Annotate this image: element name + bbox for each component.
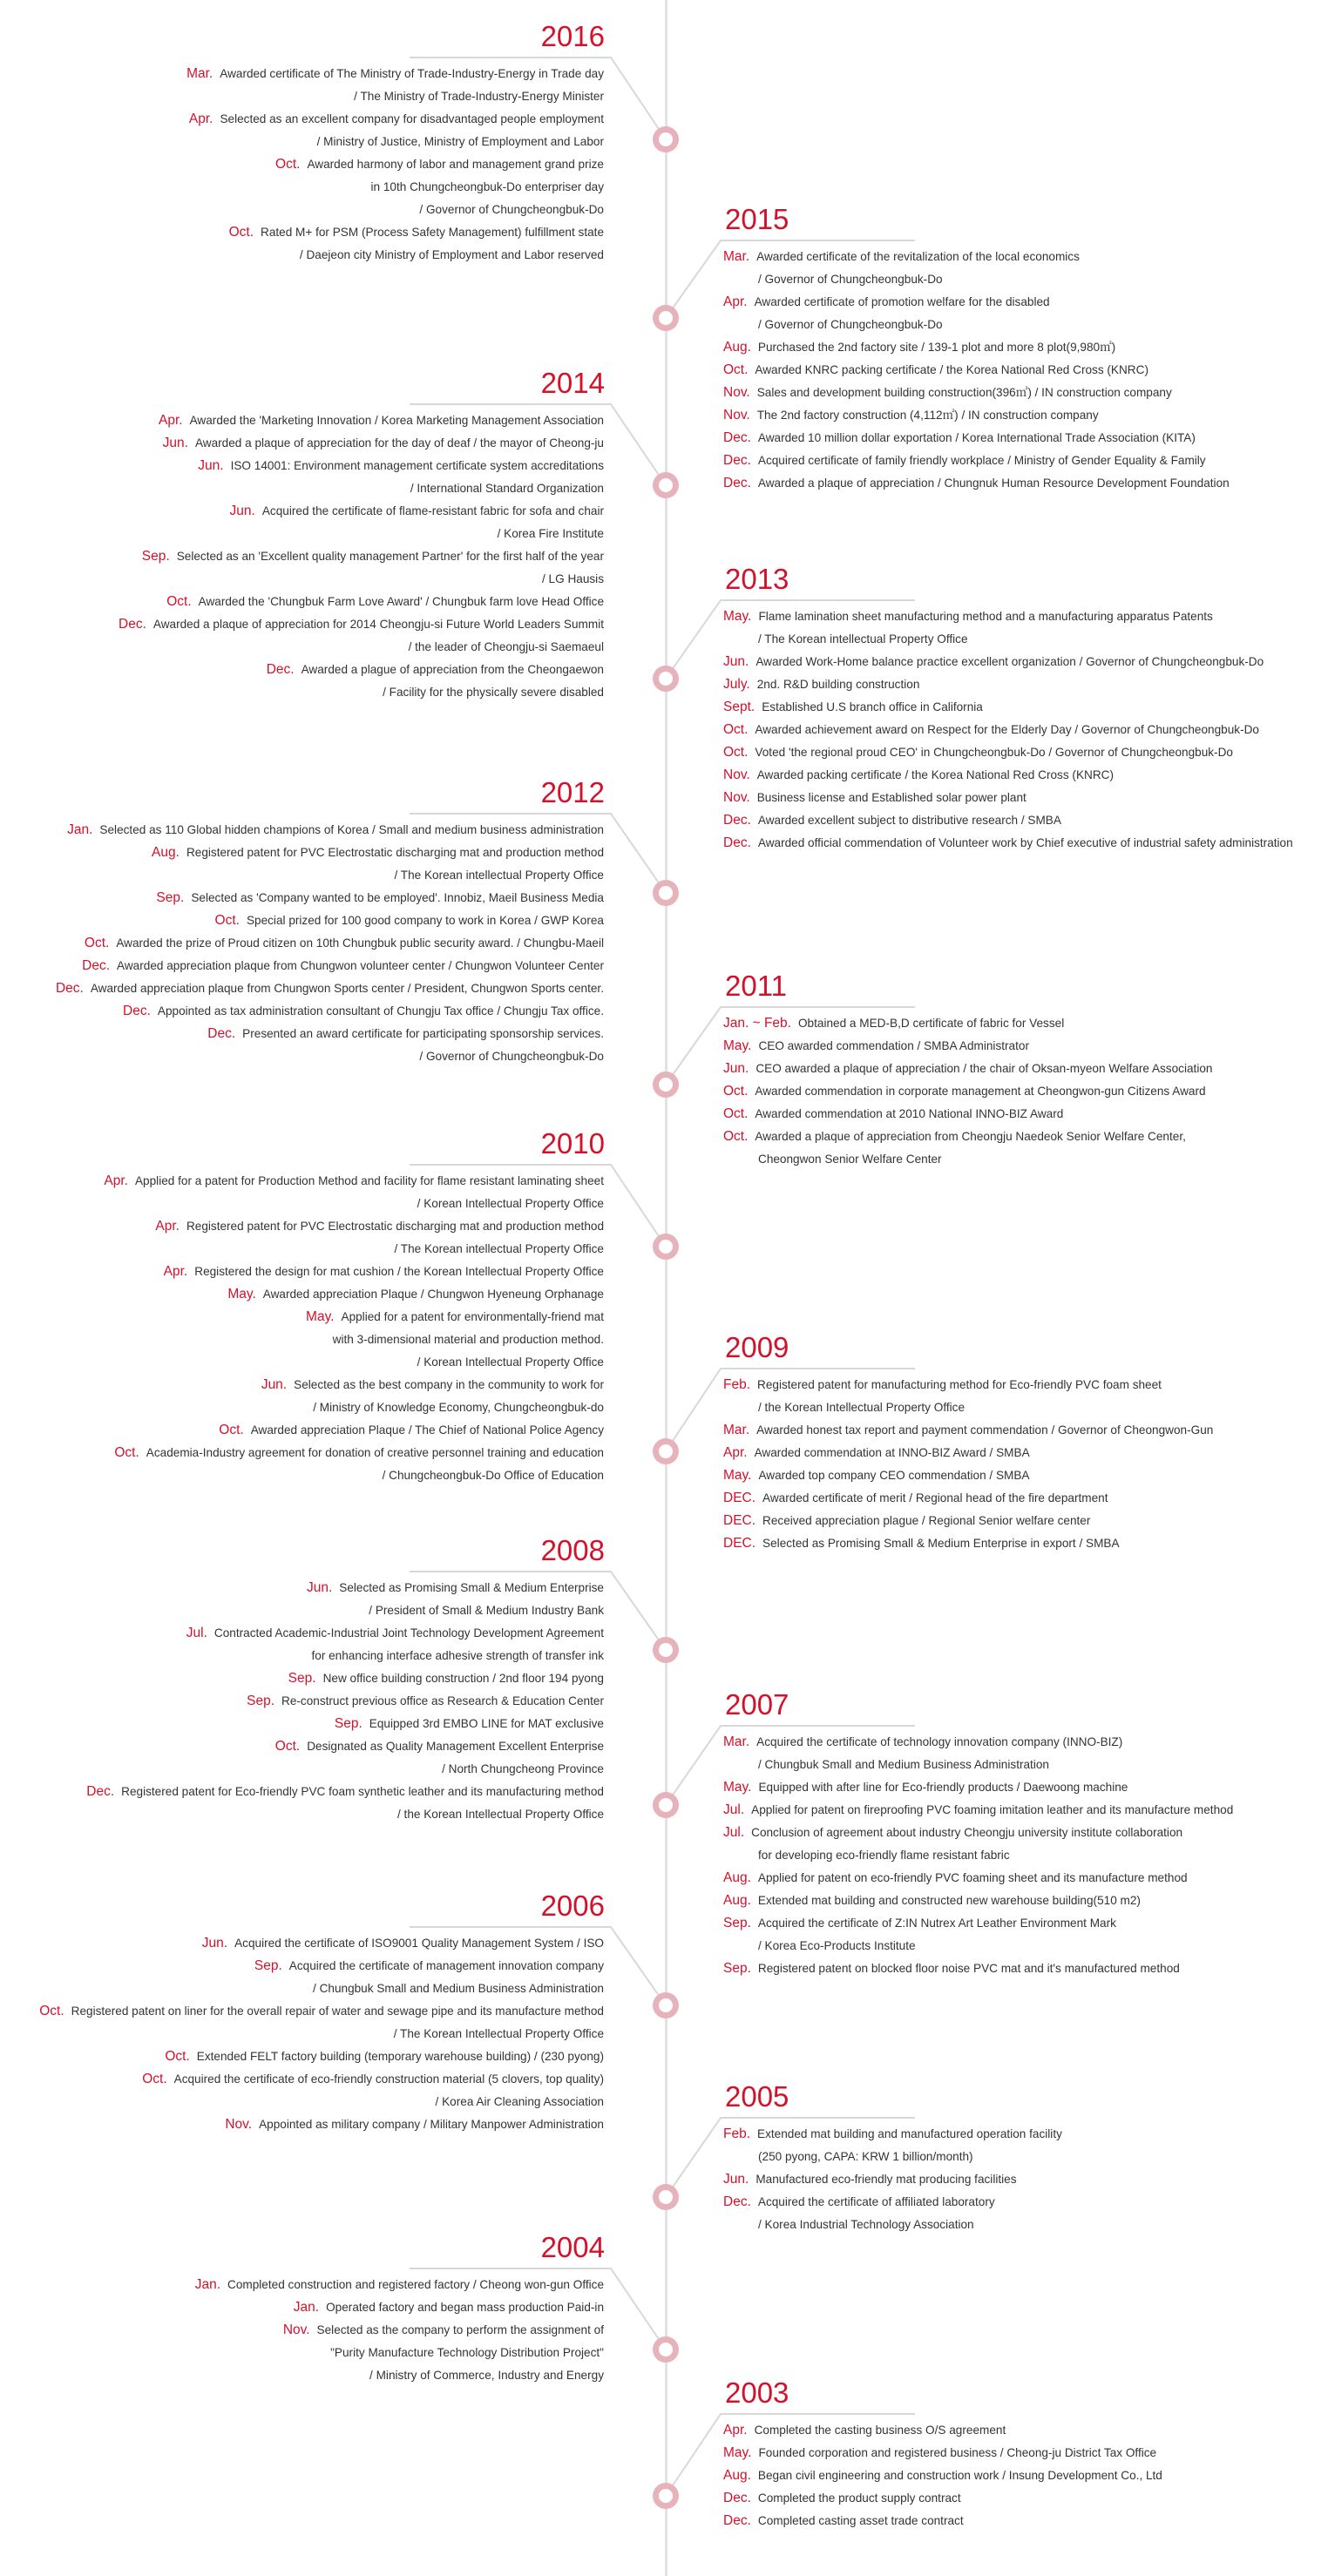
entry-text: Registered patent for PVC Electrostatic discharging mat and production method (186, 1220, 604, 1233)
entry-month: Sep. (288, 1671, 316, 1686)
entry-text: / Ministry of Knowledge Economy, Chungcheongbuk-do (313, 1401, 604, 1414)
entry-text: Re-construct previous office as Research & Education Center (281, 1694, 604, 1707)
entry-month: Sep. (723, 1916, 751, 1930)
entry-month: Jun. (723, 654, 749, 669)
year-heading: 2009 (725, 1331, 789, 1363)
entry-month: Oct. (275, 157, 301, 172)
entry-text: Contracted Academic-Industrial Joint Technology Development Agreement (213, 1626, 604, 1640)
entry-text: Awarded packing certificate / the Korea National Red Cross (KNRC) (756, 768, 1114, 781)
entry-text: Extended mat building and constructed new warehouse building(510 m2) (757, 1894, 1141, 1907)
entry-month: Apr. (104, 1173, 128, 1188)
entry-month: Sep. (156, 890, 185, 905)
entry-text: Acquired the certificate of technology innovation company (INNO-BIZ) (756, 1735, 1123, 1748)
entry-month: Dec. (86, 1784, 115, 1799)
year-heading: 2010 (540, 1127, 605, 1160)
entry-text: / Daejeon city Ministry of Employment and Labor reserved (299, 248, 604, 261)
entry-text: / The Korean intellectual Property Office (394, 1242, 604, 1255)
entry-month: Nov. (723, 385, 750, 400)
entry-text: Awarded KNRC packing certificate / the Korea National Red Cross (KNRC) (755, 363, 1148, 376)
entry-month: Oct. (723, 745, 749, 760)
entry-text: Selected as an 'Excellent quality management Partner' for the first half of the year (176, 550, 604, 563)
entry-text: New office building construction / 2nd floor 194 pyong (322, 1672, 604, 1685)
entry-month: Feb. (723, 2126, 751, 2141)
entry-text: Completed casting asset trade contract (757, 2514, 964, 2527)
entry-month: Oct. (166, 594, 192, 609)
entry-text: Acquired the certificate of management innovation company (288, 1959, 604, 1972)
entry-month: Nov. (723, 408, 750, 423)
entry-text: Registered patent on blocked floor noise PVC mat and it's manufactured method (757, 1962, 1180, 1975)
entry-month: Jun. (201, 1936, 228, 1951)
entry-month: Jun. (198, 458, 224, 473)
entry-text: Awarded commendation at 2010 National INNO-BIZ Award (755, 1107, 1064, 1120)
entry-text: Completed the casting business O/S agreement (754, 2424, 1006, 2437)
entry-month: Sep. (141, 549, 170, 564)
entry-text: / North Chungcheong Province (442, 1762, 604, 1775)
entry-month: Oct. (84, 936, 110, 950)
entry-text: / Chungbuk Small and Medium Business Administration (758, 1758, 1049, 1771)
entry-text: Special prized for 100 good company to work in Korea / GWP Korea (246, 914, 604, 927)
entry-text: "Purity Manufacture Technology Distribution Project" (330, 2346, 604, 2359)
entry-text: / Ministry of Justice, Ministry of Employment and Labor (316, 135, 604, 148)
entry-text: Selected as 110 Global hidden champions of Korea / Small and medium business administration (99, 823, 604, 836)
entry-text: Awarded certificate of The Ministry of Trade-Industry-Energy in Trade day (220, 67, 604, 80)
entry-month: Aug. (723, 340, 751, 355)
entry-text: Rated M+ for PSM (Process Safety Management) fulfillment state (261, 226, 604, 239)
entry-month: May. (723, 1780, 752, 1795)
entry-text: Awarded certificate of the revitalization of the local economics (756, 250, 1080, 263)
entry-month: Jan. ~ Feb. (723, 1016, 791, 1031)
entry-month: DEC. (723, 1536, 756, 1551)
entry-month: Dec. (266, 662, 295, 677)
year-heading: 2013 (725, 563, 789, 595)
entry-text: Extended FELT factory building (temporary warehouse building) / (230 pyong) (196, 2050, 604, 2063)
entry-text: Awarded appreciation plaque from Chungwon Sports center / President, Chungwon Sports center. (90, 982, 604, 995)
entry-month: Jun. (162, 436, 188, 450)
entry-text: Awarded appreciation Plaque / The Chief of National Police Agency (250, 1423, 604, 1437)
entry-text: Equipped 3rd EMBO LINE for MAT exclusive (369, 1717, 604, 1730)
entry-month: DEC. (723, 1513, 756, 1528)
entry-text: Selected as the best company in the community to work for (294, 1378, 604, 1391)
entry-text: / Chungcheongbuk-Do Office of Education (382, 1469, 604, 1482)
entry-month: Apr. (163, 1264, 188, 1279)
entry-text: Registered patent for Eco-friendly PVC foam synthetic leather and its manufacturing method (121, 1785, 604, 1798)
entry-text: Awarded the 'Marketing Innovation / Korea Marketing Management Association (189, 414, 604, 427)
entry-text: Voted 'the regional proud CEO' in Chungcheongbuk-Do / Governor of Chungcheongbuk-Do (755, 746, 1233, 759)
entry-month: Dec. (207, 1026, 236, 1041)
entry-month: Jun. (723, 2172, 749, 2187)
entry-text: Appointed as tax administration consultant of Chungju Tax office / Chungju Tax office. (157, 1004, 604, 1018)
entry-text: Awarded certificate of promotion welfare for the disabled (754, 295, 1050, 308)
entry-text: Manufactured eco-friendly mat producing facilities (755, 2173, 1017, 2186)
entry-text: Awarded official commendation of Volunteer work by Chief executive of industrial safety administration (757, 836, 1293, 849)
entry-text: Acquired the certificate of affiliated laboratory (757, 2195, 995, 2208)
entry-text: Awarded a plague of appreciation from the Cheongaewon (301, 663, 604, 676)
entry-text: / Korean Intellectual Property Office (417, 1356, 604, 1369)
entry-month: Apr. (723, 294, 748, 309)
entry-text: / Governor of Chungcheongbuk-Do (758, 318, 943, 331)
entry-text: / Korea Eco-Products Institute (758, 1939, 916, 1952)
entry-month: July. (723, 677, 750, 692)
entry-month: Oct. (723, 1106, 749, 1121)
entry-month: May. (723, 609, 752, 624)
entry-text: Acquired the certificate of ISO9001 Quality Management System / ISO (234, 1937, 604, 1950)
entry-text: Designated as Quality Management Excellent Enterprise (307, 1740, 604, 1753)
entry-text: Selected as an excellent company for disadvantaged people employment (220, 112, 604, 125)
entry-month: Aug. (152, 845, 180, 860)
entry-month: Jan. (67, 822, 93, 837)
entry-text: Registered patent on liner for the overall repair of water and sewage pipe and its manufacture method (71, 2005, 604, 2018)
entry-text: / The Korean intellectual Property Office (758, 632, 968, 646)
entry-text: Registered the design for mat cushion / the Korean Intellectual Property Office (194, 1265, 604, 1278)
history-entry (723, 2442, 1156, 2464)
year-heading: 2012 (540, 776, 605, 808)
history-entry (723, 2487, 961, 2510)
history-entry (723, 2419, 1006, 2442)
entry-month: Jul. (723, 1802, 745, 1817)
entry-month: Dec. (723, 453, 751, 468)
entry-month: Oct. (142, 2072, 167, 2086)
entry-month: Jan. (293, 2300, 320, 2315)
entry-text: Acquired the certificate of flame-resistant fabric for sofa and chair (261, 504, 604, 517)
entry-month: Jun. (723, 1061, 749, 1076)
entry-text: / The Korean intellectual Property Office (394, 869, 604, 882)
entry-month: Jan. (194, 2277, 221, 2292)
entry-month: Apr. (723, 2423, 748, 2437)
entry-month: Mar. (723, 1423, 750, 1437)
year-heading: 2015 (725, 203, 789, 235)
entry-month: Feb. (723, 1377, 751, 1392)
entry-text: Awarded a plaque of appreciation for the day of deaf / the mayor of Cheong-ju (194, 436, 604, 450)
entry-text: for enhancing interface adhesive strength of transfer ink (311, 1649, 604, 1662)
entry-text: Selected as 'Company wanted to be employed'. Innobiz, Maeil Business Media (191, 891, 604, 904)
entry-text: Selected as Promising Small & Medium Enterprise in export / SMBA (762, 1537, 1120, 1550)
entry-month: Dec. (723, 813, 751, 828)
entry-text: / The Korean Intellectual Property Office (393, 2027, 604, 2040)
entry-text: Sales and development building construction(396㎡) / IN construction company (756, 386, 1172, 399)
entry-text: Selected as Promising Small & Medium Enterprise (339, 1581, 604, 1594)
entry-text: Acquired the certificate of eco-friendly construction material (5 clovers, top quality) (173, 2072, 604, 2086)
entry-text: ISO 14001: Environment management certificate system accreditations (230, 459, 604, 472)
entry-text: Applied for a patent for environmentally-friend mat (341, 1310, 604, 1323)
entry-text: Operated factory and began mass production Paid-in (326, 2301, 604, 2314)
entry-text: Presented an award certificate for participating sponsorship services. (242, 1027, 604, 1040)
entry-text: with 3-dimensional material and production method. (332, 1333, 604, 1346)
entry-month: Dec. (723, 476, 751, 490)
entry-text: / Chungbuk Small and Medium Business Administration (313, 1982, 604, 1995)
entry-month: May. (723, 2445, 752, 2460)
entry-text: CEO awarded commendation / SMBA Administrator (758, 1039, 1029, 1052)
entry-text: (250 pyong, CAPA: KRW 1 billion/month) (758, 2150, 973, 2163)
year-heading: 2007 (725, 1688, 789, 1721)
entry-text: Awarded 10 million dollar exportation / Korea International Trade Association (KITA) (757, 431, 1196, 444)
entry-text: Purchased the 2nd factory site / 139-1 plot and more 8 plot(9,980㎡) (757, 341, 1116, 354)
entry-month: Nov. (282, 2322, 310, 2337)
entry-month: Jun. (261, 1377, 288, 1392)
year-heading: 2006 (540, 1890, 605, 1922)
entry-text: Awarded a plaque of appreciation for 2014 Cheongju-si Future World Leaders Summit (152, 618, 604, 631)
entry-text: Founded corporation and registered business / Cheong-ju District Tax Office (758, 2446, 1157, 2459)
entry-text: / International Standard Organization (410, 482, 604, 495)
entry-month: Sep. (254, 1958, 282, 1973)
entry-text: Selected as the company to perform the assignment of (316, 2323, 604, 2336)
entry-month: Apr. (155, 1219, 180, 1234)
entry-text: / Korea Air Cleaning Association (435, 2095, 604, 2108)
entry-month: Dec. (119, 617, 146, 632)
entry-month: Aug. (723, 1870, 751, 1885)
entry-text: Awarded commendation in corporate management at Cheongwon-gun Citizens Award (755, 1085, 1206, 1098)
entry-text: / the Korean Intellectual Property Office (758, 1401, 966, 1414)
entry-month: Oct. (723, 362, 749, 377)
entry-month: Aug. (723, 1893, 751, 1908)
entry-text: Completed the product supply contract (757, 2491, 961, 2505)
timeline-node-2003 (653, 2483, 679, 2509)
entry-text: Applied for patent on fireproofing PVC foaming imitation leather and its manufacture method (751, 1803, 1234, 1816)
entry-month: Mar. (723, 1734, 750, 1749)
entry-text: Conclusion of agreement about industry Cheongju university institute collaboration (751, 1826, 1183, 1839)
entry-text: Received appreciation plague / Regional Senior welfare center (762, 1514, 1091, 1527)
entry-month: May. (723, 1468, 752, 1483)
entry-text: Awarded honest tax report and payment commendation / Governor of Cheongwon-Gun (756, 1423, 1214, 1437)
entry-month: May. (227, 1287, 256, 1302)
entry-month: Oct. (723, 1129, 749, 1144)
year-heading: 2014 (540, 367, 605, 399)
entry-month: Sep. (723, 1961, 751, 1976)
entry-month: Apr. (188, 112, 213, 126)
entry-month: Dec. (723, 835, 751, 850)
entry-text: Registered patent for PVC Electrostatic discharging mat and production method (186, 846, 604, 859)
entry-text: / President of Small & Medium Industry Bank (369, 1604, 604, 1617)
entry-text: Awarded the 'Chungbuk Farm Love Award' / Chungbuk farm love Head Office (198, 595, 604, 608)
entry-text: Awarded appreciation plaque from Chungwon volunteer center / Chungwon Volunteer Center (117, 959, 604, 972)
entry-text: / Korean Intellectual Property Office (417, 1197, 604, 1210)
entry-month: Mar. (723, 249, 750, 264)
entry-month: Dec. (723, 2491, 751, 2505)
entry-text: Awarded appreciation Plaque / Chungwon Hyeneung Orphanage (262, 1288, 604, 1301)
entry-text: / The Ministry of Trade-Industry-Energy Minister (354, 90, 604, 103)
entry-text: Academia-Industry agreement for donation of creative personnel training and education (146, 1446, 604, 1459)
entry-month: Dec. (123, 1004, 151, 1018)
entry-month: Jul. (186, 1626, 207, 1640)
entry-month: Nov. (723, 767, 750, 782)
entry-month: Oct. (274, 1739, 301, 1754)
entry-text: Equipped with after line for Eco-friendly products / Daewoong machine (758, 1781, 1128, 1794)
year-heading: 2016 (540, 20, 605, 52)
entry-month: Sep. (247, 1694, 274, 1708)
entry-month: Oct. (165, 2049, 190, 2064)
entry-text: Awarded Work-Home balance practice excellent organization / Governor of Chungcheongbuk-Do (755, 655, 1264, 668)
entry-month: Nov. (723, 790, 750, 805)
entry-month: Oct. (39, 2004, 64, 2018)
entry-month: DEC. (723, 1491, 756, 1505)
entry-text: Obtained a MED-B,D certificate of fabric for Vessel (797, 1017, 1065, 1030)
entry-text: / Governor of Chungcheongbuk-Do (419, 1050, 604, 1063)
entry-month: Dec. (723, 430, 751, 445)
entry-month: May. (723, 1038, 752, 1053)
year-heading: 2008 (540, 1534, 605, 1566)
entry-text: Applied for a patent for Production Method and facility for flame resistant laminating sheet (134, 1174, 604, 1187)
entry-text: / Korea Industrial Technology Association (758, 2218, 974, 2231)
entry-month: Oct. (219, 1423, 244, 1437)
entry-text: Awarded top company CEO commendation / SMBA (758, 1469, 1030, 1482)
entry-month: Dec. (723, 2194, 751, 2209)
entry-text: The 2nd factory construction (4,112㎡) / IN construction company (756, 409, 1099, 422)
entry-text: Awarded a plaque of appreciation / Chungnuk Human Resource Development Foundation (757, 477, 1230, 490)
entry-text: Awarded the prize of Proud citizen on 10th Chungbuk public security award. / Chungbu-Maeil (116, 936, 604, 950)
entry-text: Acquired certificate of family friendly workplace / Ministry of Gender Equality & Family (757, 454, 1206, 467)
entry-month: Dec. (723, 2513, 751, 2528)
entry-month: Jun. (306, 1580, 333, 1595)
entry-text: / Governor of Chungcheongbuk-Do (419, 203, 604, 216)
entry-text: CEO awarded a plaque of appreciation / the chair of Oksan-myeon Welfare Association (755, 1062, 1213, 1075)
entry-month: Oct. (214, 913, 240, 928)
history-entry (723, 2510, 964, 2532)
entry-text: / Korea Fire Institute (497, 527, 604, 540)
entry-text: / Facility for the physically severe disabled (383, 686, 604, 699)
year-heading: 2004 (540, 2231, 605, 2263)
entry-text: Began civil engineering and construction work / Insung Development Co., Ltd (757, 2469, 1162, 2482)
entry-month: Sep. (334, 1716, 362, 1731)
entry-text: Acquired the certificate of Z:IN Nutrex Art Leather Environment Mark (757, 1917, 1116, 1930)
entry-month: Oct. (114, 1445, 139, 1460)
entry-month: Dec. (55, 981, 84, 996)
entry-text: Established U.S branch office in California (762, 700, 983, 713)
entry-month: Apr. (159, 413, 183, 428)
entry-month: Oct. (228, 225, 254, 240)
entry-text: Awarded excellent subject to distributive research / SMBA (757, 814, 1061, 827)
entry-text: / the leader of Cheongju-si Saemaeul (408, 640, 604, 653)
entry-text: Awarded achievement award on Respect for the Elderly Day / Governor of Chungcheongbuk-Do (755, 723, 1259, 736)
entry-month: Oct. (723, 1084, 749, 1099)
entry-text: Flame lamination sheet manufacturing method and a manufacturing apparatus Patents (758, 610, 1213, 623)
entry-text: Awarded certificate of merit / Regional head of the fire department (762, 1491, 1108, 1504)
entry-text: Registered patent for manufacturing method for Eco-friendly PVC foam sheet (757, 1378, 1162, 1391)
entry-text: Business license and Established solar power plant (756, 791, 1026, 804)
entry-month: Nov. (225, 2117, 253, 2132)
entry-text: Completed construction and registered factory / Cheong won-gun Office (227, 2278, 604, 2291)
entry-month: Jul. (723, 1825, 745, 1840)
entry-month: Oct. (723, 722, 749, 737)
entry-text: / LG Hausis (541, 572, 604, 585)
entry-text: / Governor of Chungcheongbuk-Do (758, 273, 943, 286)
entry-text: Cheongwon Senior Welfare Center (758, 1153, 942, 1166)
entry-text: for developing eco-friendly flame resistant fabric (758, 1849, 1010, 1862)
entry-month: Jun. (229, 504, 255, 518)
year-heading: 2003 (725, 2377, 789, 2409)
entry-text: / Ministry of Commerce, Industry and Energy (369, 2369, 604, 2382)
entry-text: in 10th Chungcheongbuk-Do enterpriser day (370, 180, 604, 193)
year-heading: 2005 (725, 2080, 789, 2113)
year-heading: 2011 (725, 970, 787, 1002)
entry-month: May. (306, 1309, 335, 1324)
entry-month: Dec. (82, 958, 111, 973)
entry-text: 2nd. R&D building construction (756, 678, 920, 691)
history-entry (723, 2464, 1162, 2487)
entry-text: Awarded commendation at INNO-BIZ Award / SMBA (754, 1446, 1030, 1459)
entry-text: Appointed as military company / Military Manpower Administration (259, 2118, 604, 2131)
entry-text: Extended mat building and manufactured operation facility (757, 2127, 1062, 2140)
entry-month: Aug. (723, 2468, 751, 2483)
entry-text: Awarded harmony of labor and management grand prize (307, 158, 604, 171)
entry-text: / the Korean Intellectual Property Office (396, 1808, 604, 1821)
entry-text: Awarded a plaque of appreciation from Cheongju Naedeok Senior Welfare Center, (755, 1130, 1186, 1143)
entry-text: Applied for patent on eco-friendly PVC foaming sheet and its manufacture method (757, 1871, 1188, 1884)
entry-month: Apr. (723, 1445, 748, 1460)
entry-month: Mar. (186, 66, 213, 81)
entry-month: Sept. (723, 700, 755, 714)
